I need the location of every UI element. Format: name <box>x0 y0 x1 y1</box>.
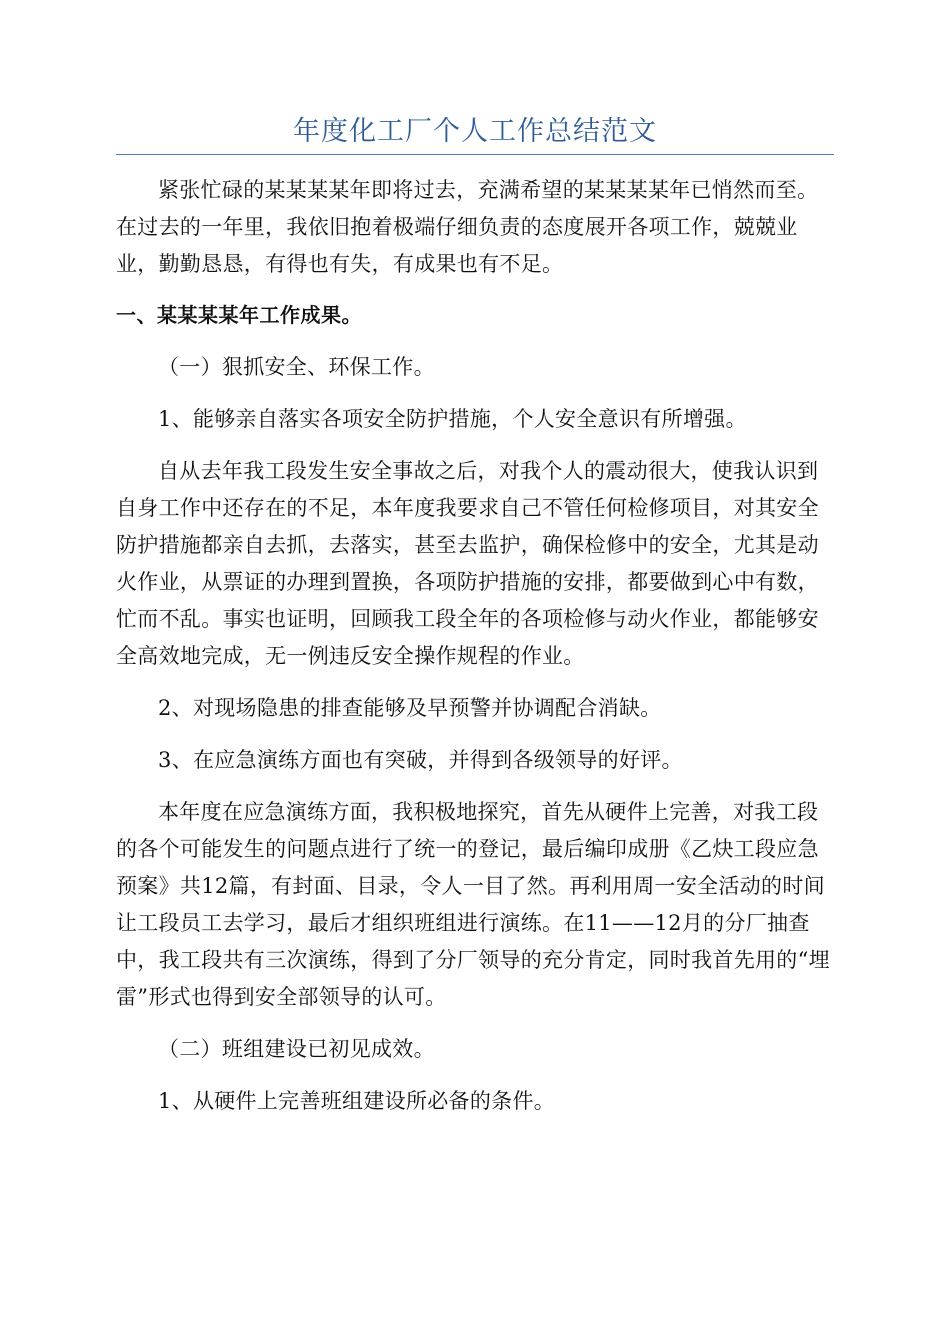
section-heading-achievements: 一、某某某某年工作成果。 <box>116 303 362 327</box>
safety-paragraph: 自从去年我工段发生安全事故之后，对我个人的震动很大，使我认识到自身工作中还存在的不足，本年度我要求自己不管任何检修项目，对其安全防护措施都亲自去抓，去落实，甚至去监护，确保检修中的安全，尤其是动火作业，从票证的办理到置换，各项防护措施的安排，都要做到心中有数，忙而不乱。事实也证明，回顾我工段全年的各项检修与动火作业，都能够安全高效地完成，无一例违反安全操作规程的作业。 <box>116 459 819 668</box>
intro-paragraph: 紧张忙碌的某某某某年即将过去，充满希望的某某某某年已悄然而至。在过去的一年里，我依旧抱着极端仔细负责的态度展开各项工作，兢兢业业，勤勤恳恳，有得也有失，有成果也有不足。 <box>116 178 819 276</box>
list-item-team-hardware: 1、从硬件上完善班组建设所必备的条件。 <box>158 1089 556 1113</box>
document-body <box>116 172 834 1120</box>
document-title: 年度化工厂个人工作总结范文 <box>293 116 657 147</box>
subsection-heading-team: （二）班组建设已初见成效。 <box>158 1037 435 1061</box>
list-item-safety-measures: 1、能够亲自落实各项安全防护措施，个人安全意识有所增强。 <box>158 407 747 431</box>
drill-paragraph: 本年度在应急演练方面，我积极地探究，首先从硬件上完善，对我工段的各个可能发生的问题点进行了统一的登记，最后编印成册《乙炔工段应急预案》共12篇，有封面、目录，令人一目了然。再利用周一安全活动的时间让工段员工去学习，最后才组织班组进行演练。在11——12月的分厂抽查中，我工段共有三次演练，得到了分厂领导的充分肯定，同时我首先用的“埋雷”形式也得到安全部领导的认可。 <box>116 800 830 1009</box>
title-underline <box>116 154 834 155</box>
subsection-heading-safety: （一）狠抓安全、环保工作。 <box>158 355 435 379</box>
list-item-emergency-drill: 3、在应急演练方面也有突破，并得到各级领导的好评。 <box>158 748 683 772</box>
list-item-hazard-check: 2、对现场隐患的排查能够及早预警并协调配合消缺。 <box>158 696 662 720</box>
